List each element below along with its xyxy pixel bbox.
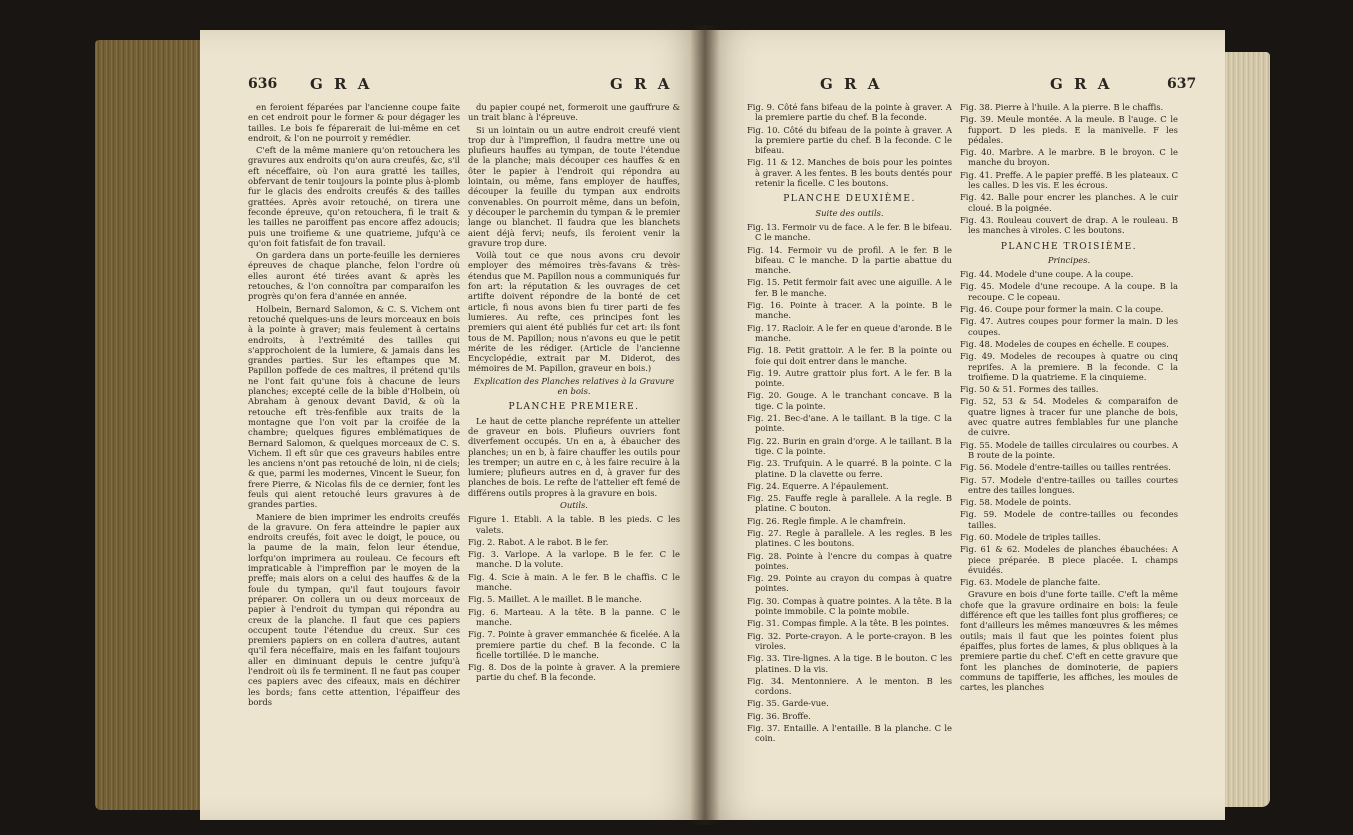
figure-caption: Fig. 55. Modele de tailles circulaires ou courbes. A B route de la pointe. — [960, 439, 1178, 460]
figure-caption: Fig. 39. Meule montée. A la meule. B l'auge. C le fupport. D les pieds. E la manivelle. F les pédales. — [960, 114, 1178, 145]
figure-caption: Fig. 37. Entaille. A l'entaille. B la planche. C le coin. — [747, 723, 952, 744]
figure-caption: Fig. 19. Autre grattoir plus fort. A le fer. B la pointe. — [747, 367, 952, 389]
figure-caption: Fig. 48. Modeles de coupes en échelle. E coupes. — [960, 338, 1169, 349]
figure-caption: Fig. 14. Fermoir vu de profil. A le fer. B le bifeau. C le manche. D la partie abattue du manche. — [747, 244, 952, 276]
figure-caption: Fig. 6. Marteau. A la tête. B la panne. C le manche. — [468, 606, 680, 627]
right-page — [705, 30, 1225, 820]
figure-caption: Fig. 52, 53 & 54. Modeles & comparaifon de quatre lignes à tracer fur une planche de bois, avec quatre autres femblables fur une planche de cuivre. — [960, 396, 1178, 438]
figure-caption: Fig. 4. Scie à main. A le fer. B le chaffis. C le manche. — [468, 571, 680, 593]
figure-caption: Fig. 13. Fermoir vu de face. A le fer. B le bifeau. C le manche. — [747, 221, 952, 243]
running-header-right-1: G R A — [820, 75, 883, 93]
figure-caption: Fig. 46. Coupe pour former la main. C la coupe. — [960, 304, 1164, 315]
figure-caption: Fig. 45. Modele d'une recoupe. A la coupe. B la recoupe. C le copeau. — [960, 281, 1178, 302]
paragraph: Maniere de bien imprimer les endroits creufés de la gravure. On fera atteindre le papier aux endroits creufés, foit avec le doigt, le pouce, ou la paume de la main, felon leur étendue, lorfqu'on imprimera au rouleau. Ce fecours eft impraticable à l'impreffion par le moyen de la preffe; mais alors on a celui des hauffes & de la foule du tympan, qu'il faut toujours favoir préparer. On collera un ou deux morceaux de papier à l'endroit du tympan qui répondra au creux de la planche. Il faut que ces papiers occupent toute l'étendue du creux. Sur ces premiers papiers on en collera d'autres, autant qu'il fera néceffaire, mais en les faifant toujours aller en diminuant depuis le centre jufqu'à l'endroit où ils fe terminent. Il ne faut pas couper ces papiers avec des cifeaux, mais en déchirer les bords; fans cette attention, l'épaiffeur des bords — [248, 511, 460, 707]
figure-caption: Fig. 2. Rabot. A le rabot. B le fer. — [468, 536, 609, 547]
book-gutter — [690, 25, 720, 825]
right-column-1 — [747, 102, 952, 812]
figure-caption: Fig. 17. Racloir. A le fer en queue d'aronde. B le manche. — [747, 322, 952, 343]
figure-caption: Fig. 33. Tire-lignes. A la tige. B le bouton. C les platines. D la vis. — [747, 653, 952, 674]
figure-caption: Fig. 36. Broffe. — [747, 710, 811, 721]
figure-caption: Fig. 15. Petit fermoir fait avec une aiguille. A le fer. B le manche. — [747, 277, 952, 298]
figure-caption: Fig. 41. Preffe. A le papier preffé. B les plateaux. C les calles. D les vis. E les écrous. — [960, 169, 1178, 191]
figure-caption: Fig. 30. Compas à quatre pointes. A la tête. B la pointe immobile. C la pointe mobile. — [747, 595, 952, 617]
outils-heading: Outils. — [560, 499, 588, 510]
figure-caption: Fig. 9. Côté fans bifeau de la pointe à graver. A la premiere partie du chef. B la feconde. — [747, 102, 952, 123]
figure-caption: Fig. 5. Maillet. A le maillet. B le manche. — [468, 594, 642, 605]
figure-caption: Fig. 35. Garde-vue. — [747, 698, 829, 709]
figure-caption: Fig. 43. Rouleau couvert de drap. A le rouleau. B les manches à viroles. C les boutons. — [960, 214, 1178, 236]
figure-caption: Fig. 44. Modele d'une coupe. A la coupe. — [960, 269, 1134, 280]
figure-caption: Fig. 22. Burin en grain d'orge. A le taillant. B la tige. C la pointe. — [747, 435, 952, 456]
left-column-2 — [468, 102, 680, 812]
left-page — [200, 30, 705, 820]
figure-caption: Fig. 47. Autres coupes pour former la main. D les coupes. — [960, 316, 1178, 337]
planche-2-subtitle: Suite des outils. — [815, 207, 884, 218]
figure-caption: Fig. 20. Gouge. A le tranchant concave. B la tige. C la pointe. — [747, 390, 952, 411]
figure-caption: Fig. 59. Modele de contre-tailles ou fecondes tailles. — [960, 509, 1178, 530]
explication-heading: Explication des Planches relatives à la Gravure en bois. — [473, 375, 675, 397]
figure-caption: Fig. 40. Marbre. A le marbre. B le broyon. C le manche du broyon. — [960, 147, 1178, 168]
figure-caption: Fig. 34. Mentonniere. A le menton. B les cordons. — [747, 675, 952, 697]
planche-1-title: PLANCHE PREMIERE. — [508, 402, 640, 413]
figure-caption: Fig. 60. Modele de triples tailles. — [960, 531, 1101, 542]
paragraph: On gardera dans un porte-feuille les dernieres épreuves de chaque planche, felon l'ordre où elles auront été tirées avant & après les retouches, & l'on connoîtra par comparaifon les progrès qu'on fera d'année en année. — [248, 250, 460, 302]
figure-caption: Fig. 7. Pointe à graver emmanchée & ficelée. A la premiere partie du chef. B la feconde. C la ficelle tortillée. D le manche. — [468, 629, 680, 660]
figure-caption: Fig. 23. Trufquin. A le quarré. B la pointe. C la platine. D la clavette ou ferre. — [747, 458, 952, 479]
figure-caption: Fig. 56. Modele d'entre-tailles ou tailles rentrées. — [960, 462, 1171, 473]
figure-caption: Fig. 32. Porte-crayon. A le porte-crayon. B les viroles. — [747, 630, 952, 651]
figure-caption: Fig. 8. Dos de la pointe à graver. A la premiere partie du chef. B la feconde. — [468, 662, 680, 683]
paragraph: Si un lointain ou un autre endroit creufé vient trop dur à l'impreffion, il faudra mettre une ou plufieurs hauffes au tympan, de toute l'étendue de la planche; mais découper ces hauffes & en ôter le papier à l'endroit qui répondra au lointain, ou même, fans employer de hauffes, découper la feuille du tympan aux endroits convenables. On pourroit même, dans un befoin, y découper le parchemin du tympan & le premier lange ou blanchet. Il faudra que les blanchets aient déjà fervi; neufs, ils feroient venir la gravure trop dure. — [468, 124, 680, 248]
planche-3-title: PLANCHE TROISIÈME. — [1000, 241, 1138, 252]
planche-3-subtitle: Principes. — [1047, 254, 1091, 265]
left-column-1 — [248, 102, 460, 812]
running-header-left: G R A — [310, 75, 373, 93]
figure-caption: Fig. 29. Pointe au crayon du compas à quatre pointes. — [747, 573, 952, 594]
page-number-right: 637 — [1167, 76, 1197, 92]
figure-caption: Fig. 28. Pointe à l'encre du compas à quatre pointes. — [747, 550, 952, 571]
paragraph: Gravure en bois d'une forte taille. C'eft la même chofe que la gravure ordinaire en bois: la feule différence eft que les tailles font plus groffieres; ce font d'ailleurs les mêmes manœuvres & les mêmes outils; mais il faut que les pointes foient plus épaiffes, plus fortes de lames, & plus obliques à la premiere partie du chef. C'eft en cette gravure que font les planches de dominoterie, de papiers communs de tapifferie, les affiches, les moules de cartes, les planches — [960, 589, 1178, 693]
paragraph: du papier coupé net, formeroit une gauffrure & un trait blanc à l'épreuve. — [468, 102, 680, 123]
left-page-edges — [95, 40, 205, 810]
running-header-left-2: G R A — [610, 75, 673, 93]
figure-caption: Fig. 18. Petit grattoir. A le fer. B la pointe ou foie qui doit entrer dans le manche. — [747, 345, 952, 366]
paragraph: Voilà tout ce que nous avons cru devoir employer des mémoires très-favans & très-étendus que M. Papillon nous a communiqués fur fon art: la réputation & les ouvrages de cet artifte doivent répondre de la bonté de cet article, fi nous avons bien fu tirer parti de fes lumieres. Au refte, ces principes font les premiers qui aient été publiés fur cet art: ils font tous de M. Papillon; nous n'avons eu que le petit mérite de les rédiger. (Article de l'ancienne Encyclopédie, extrait par M. Diderot, des mémoires de M. Papillon, graveur en bois.) — [468, 250, 680, 374]
paragraph: en feroient féparées par l'ancienne coupe faite en cet endroit pour le former & pour dégager les tailles. Le bois fe féparerait de lui-même en cet endroit, & l'on ne pourroit y remédier. — [248, 102, 460, 143]
planche-1-text: Le haut de cette planche repréfente un attelier de graveur en bois. Plufieurs ouvriers font diverfement occupés. Un en a, à ébaucher des planches; un en b, à faire chauffer les outils pour les tremper; un autre en c, à les faire recuire à la lumiere; plufieurs autres en d, à graver fur des planches de bois. Le refte de l'attelier eft femé de différens outils propres à la gravure en bois. — [468, 415, 680, 498]
figure-caption: Fig. 57. Modele d'entre-tailles ou tailles courtes entre des tailles longues. — [960, 474, 1178, 495]
figure-caption: Fig. 3. Varlope. A la varlope. B le fer. C le manche. D la volute. — [468, 549, 680, 570]
figure-caption: Fig. 27. Regle à parallele. A les regles. B les platines. C les boutons. — [747, 527, 952, 549]
figure-caption: Figure 1. Etabli. A la table. B les pieds. C les valets. — [468, 514, 680, 535]
page-number-left: 636 — [248, 76, 278, 92]
figure-caption: Fig. 49. Modeles de recoupes à quatre ou cinq reprifes. A la premiere. B la feconde. C la troifieme. D la quatrieme. E la cinquieme. — [960, 351, 1178, 382]
figure-caption: Fig. 10. Côté du bifeau de la pointe à graver. A la premiere partie du chef. B la feconde. C le bifeau. — [747, 124, 952, 156]
figure-caption: Fig. 58. Modele de points. — [960, 497, 1072, 508]
right-column-2 — [960, 102, 1178, 812]
running-header-right-2: G R A — [1050, 75, 1113, 93]
figure-caption: Fig. 61 & 62. Modeles de planches ébauchées: A piece préparée. B piece placée. L champs évuidés. — [960, 544, 1178, 575]
figure-caption: Fig. 21. Bec-d'ane. A le taillant. B la tige. C la pointe. — [747, 413, 952, 434]
figure-caption: Fig. 26. Regle fimple. A le chamfrein. — [747, 515, 906, 526]
figure-caption: Fig. 38. Pierre à l'huile. A la pierre. B le chaffis. — [960, 102, 1164, 112]
figure-caption: Fig. 16. Pointe à tracer. A la pointe. B le manche. — [747, 300, 952, 321]
figure-caption: Fig. 25. Fauffe regle à parallele. A la regle. B platine. C bouton. — [747, 493, 952, 514]
figure-caption: Fig. 31. Compas fimple. A la tête. B les pointes. — [747, 618, 949, 629]
planche-2-title: PLANCHE DEUXIÈME. — [783, 194, 916, 205]
figure-caption: Fig. 63. Modele de planche faite. — [960, 577, 1101, 588]
figure-caption: Fig. 42. Balle pour encrer les planches. A le cuir cloué. B la poignée. — [960, 192, 1178, 213]
paragraph: C'eft de la même maniere qu'on retouchera les gravures aux endroits qu'on aura creufés, &c, s'il eft néceffaire, où l'on aura gratté les tailles, obfervant de tenir toujours la pointe plus à-plomb fur le glacis des endroits creufés & des tailles grattées. Après avoir retouché, on tirera une feconde épreuve, qu'on retouchera, fi le trait & les tailles ne paroiffent pas encore affez adoucis; puis une troifieme & une quatrieme, jufqu'à ce qu'on foit fatisfait de fon travail. — [248, 145, 460, 248]
figure-caption: Fig. 11 & 12. Manches de bois pour les pointes à graver. A les fentes. B les bouts dentés pour retenir la ficelle. C les boutons. — [747, 157, 952, 189]
figure-caption: Fig. 50 & 51. Formes des tailles. — [960, 384, 1099, 395]
paragraph: Holbein, Bernard Salomon, & C. S. Vichem ont retouché quelques-uns de leurs morceaux en bois à la pointe à graver; mais feulement à certains endroits, à l'extrémité des tailles qui s'approchoient de la lumiere, & jamais dans les grandes parties. Sur les eftampes que M. Papillon poffede de ces maîtres, il prétend qu'ils ne l'ont fait qu'une fois à chacune de leurs planches; excepté celle de la bible d'Holbein, où Abraham à genoux devant David, & où la retouche eft très-fenfible aux traits de la montagne que l'on voit par la croifée de la chambre; quelques figures emblématiques de Bernard Salomon, & quelques morceaux de C. S. Vichem. Il eft sûr que ces graveurs habiles entre les anciens n'ont pas retouché de loin, ni de ciels; & que, parmi les modernes, Vincent le Sueur, fon frere Pierre, & Nicolas fils de ce dernier, font les feuls qui aient retouché leurs gravures à de grandes parties. — [248, 303, 460, 510]
figure-caption: Fig. 24. Equerre. A l'épaulement. — [747, 480, 889, 491]
